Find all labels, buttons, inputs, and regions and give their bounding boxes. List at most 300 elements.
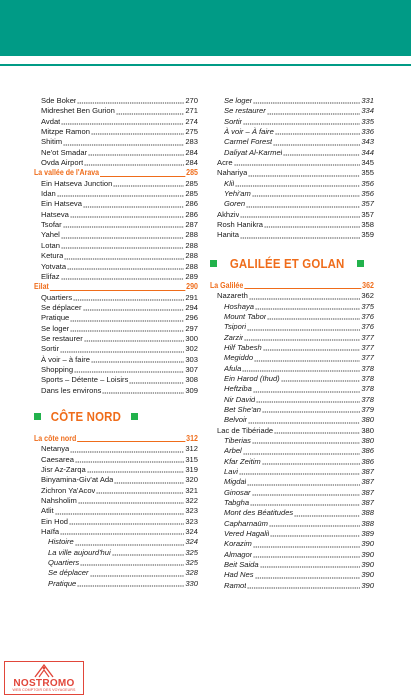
dot-leader	[83, 309, 185, 311]
dot-leader	[91, 361, 184, 363]
dot-leader	[275, 133, 361, 135]
dot-leader	[244, 339, 360, 341]
toc-entry-page: 386	[361, 456, 374, 466]
toc-entry-page: 387	[361, 498, 374, 508]
dot-leader	[253, 102, 360, 104]
toc-entry-name: Hilf Tabesh	[224, 342, 262, 352]
toc-entry	[34, 189, 198, 199]
toc-entry-page: 330	[185, 578, 198, 588]
toc-entry-page: 377	[361, 342, 374, 352]
toc-entry-page: 300	[185, 333, 198, 343]
stamp-name: NOSTROMO	[13, 678, 75, 689]
toc-entry	[34, 293, 198, 303]
toc-entry	[210, 415, 374, 425]
toc-subsection	[34, 434, 198, 444]
toc-entry-page: 291	[185, 292, 198, 302]
toc-entry-page: 288	[185, 261, 198, 271]
toc-entry-name: Hatseva	[41, 209, 69, 219]
toc-entry-page: 379	[361, 404, 374, 414]
toc-column-left	[34, 96, 198, 589]
toc-entry	[210, 581, 374, 591]
dot-leader	[252, 442, 360, 444]
toc-entry-name: Se restaurer	[41, 333, 83, 343]
dot-leader	[50, 290, 186, 291]
toc-entry-name: Avdat	[41, 116, 61, 126]
toc-entry	[210, 498, 374, 508]
dot-leader	[267, 113, 361, 115]
toc-entry-page: 320	[185, 475, 198, 485]
dot-leader	[77, 441, 185, 442]
toc-entry	[210, 312, 374, 322]
toc-entry	[34, 375, 198, 385]
toc-entry-page: 288	[185, 251, 198, 261]
toc-entry-name: Se loger	[224, 96, 253, 105]
toc-entry	[34, 127, 198, 137]
header-band	[0, 0, 411, 56]
toc-entry	[34, 324, 198, 334]
toc-entry	[34, 106, 198, 116]
toc-entry-page: 335	[361, 116, 374, 126]
toc-entry	[210, 477, 374, 487]
dot-leader	[74, 371, 184, 373]
green-square-icon	[34, 413, 41, 420]
dot-leader	[112, 554, 185, 556]
toc-entry	[34, 568, 198, 578]
dot-leader	[252, 494, 361, 496]
toc-entry	[210, 148, 374, 158]
toc-entry	[210, 322, 374, 332]
toc-entry	[34, 475, 198, 485]
toc-entry-name: Tsipori	[224, 322, 247, 332]
toc-entry	[210, 560, 374, 570]
toc-entry-name: Shopping	[41, 364, 74, 374]
toc-entry	[34, 199, 198, 209]
dot-leader	[255, 577, 361, 579]
toc-entry-name: Belvoir	[224, 415, 248, 425]
toc-entry-page: 294	[185, 302, 198, 312]
toc-entry-page: 308	[185, 375, 198, 385]
toc-entry-name: Nazareth	[217, 291, 248, 301]
toc-entry-page: 336	[361, 127, 374, 137]
toc-entry	[34, 355, 198, 365]
toc-entry	[34, 517, 198, 527]
toc-entry-name: Klil	[224, 178, 235, 188]
toc-entry-page: 325	[185, 547, 198, 557]
toc-entry-name: Megiddo	[224, 353, 254, 363]
dot-leader	[64, 258, 184, 260]
toc-entry-name: Pratique	[41, 313, 70, 323]
dot-leader	[273, 144, 360, 146]
toc-entry-name: Tsofar	[41, 220, 62, 230]
dot-leader	[248, 422, 360, 424]
toc-entry-name: Quartiers	[48, 558, 80, 568]
toc-entry-name: Netanya	[41, 444, 70, 454]
toc-entry-page: 322	[185, 496, 198, 506]
toc-entry-name: Tabgha	[224, 498, 250, 508]
toc-entry-name: Hoshaya	[224, 301, 254, 311]
toc-entry	[210, 374, 374, 384]
dot-leader	[114, 482, 184, 484]
toc-entry-name: La Galilée	[210, 280, 244, 290]
stamp-tagline: WEB COMPTOIR DES VOYAGEURS	[12, 688, 76, 692]
toc-entry-page: 380	[361, 425, 374, 435]
dot-leader	[96, 492, 184, 494]
dot-leader	[60, 351, 184, 353]
toc-entry-name: Ein Hatseva Junction	[41, 178, 113, 188]
dot-leader	[61, 237, 184, 239]
toc-entry	[34, 179, 198, 189]
toc-entry-name: Yahel	[41, 230, 60, 240]
toc-entry-page: 288	[185, 230, 198, 240]
dot-leader	[239, 473, 360, 475]
toc-entry-name: Arbel	[224, 446, 242, 456]
toc-entry-page: 315	[185, 454, 198, 464]
dot-leader	[267, 318, 360, 320]
toc-entry-name: La ville aujourd'hui	[48, 547, 111, 557]
toc-entry-page: 321	[185, 485, 198, 495]
dot-leader	[75, 544, 185, 546]
dot-leader	[260, 566, 361, 568]
toc-entry-page: 390	[361, 580, 374, 590]
dot-leader	[262, 411, 360, 413]
toc-entry-page: 388	[361, 518, 374, 528]
toc-entry	[34, 210, 198, 220]
toc-entry-page: 387	[361, 487, 374, 497]
toc-entry	[34, 548, 198, 558]
toc-entry	[210, 550, 374, 560]
toc-entry-name: À voir – À faire	[224, 127, 274, 137]
toc-entry-page: 386	[361, 446, 374, 456]
toc-entry-page: 284	[185, 147, 198, 157]
toc-entry-page: 319	[185, 465, 198, 474]
toc-subsection	[210, 281, 374, 291]
toc-entry-page: 345	[361, 158, 374, 168]
toc-entry-name: Nir David	[224, 394, 256, 404]
toc-entry-name: Yotvata	[41, 261, 67, 271]
toc-entry-name: Akhziv	[217, 209, 240, 219]
toc-entry-page: 376	[361, 322, 374, 332]
nostromo-logo-icon	[33, 663, 55, 679]
toc-entry	[210, 230, 374, 240]
toc-entry-page: 312	[186, 433, 198, 443]
toc-entry-page: 390	[361, 560, 374, 570]
dot-leader	[61, 123, 184, 125]
toc-entry	[210, 199, 374, 209]
toc-entry-page: 309	[185, 385, 198, 395]
dot-leader	[88, 154, 184, 156]
dot-leader	[116, 113, 184, 115]
toc-entry-page: 390	[361, 549, 374, 559]
toc-entry-name: Ein Hatseva	[41, 199, 82, 209]
dot-leader	[113, 185, 184, 187]
toc-entry-page: 344	[361, 147, 374, 157]
toc-entry	[210, 446, 374, 456]
toc-entry-name: Se loger	[41, 323, 70, 333]
toc-entry-page: 286	[185, 209, 198, 219]
toc-entry-name: Ovda Airport	[41, 158, 84, 168]
toc-entry-name: La côte nord	[34, 433, 77, 443]
toc-entry	[210, 137, 374, 147]
toc-entry-page: 275	[185, 127, 198, 137]
toc-entry	[210, 343, 374, 353]
dot-leader	[63, 226, 185, 228]
toc-entry-name: Midreshet Ben Gurion	[41, 106, 115, 116]
toc-entry	[210, 96, 374, 106]
toc-entry-name: Pratique	[48, 578, 77, 588]
dot-leader	[55, 513, 185, 515]
toc-entry-name: Daliyat Al-Karmel	[224, 147, 283, 157]
toc-entry-name: À voir – à faire	[41, 354, 90, 364]
toc-entry	[34, 537, 198, 547]
toc-entry-name: Mitzpe Ramon	[41, 127, 90, 137]
dot-leader	[270, 535, 360, 537]
dot-leader	[253, 556, 360, 558]
toc-entry-name: Jisr Az-Zarqa	[41, 465, 86, 474]
toc-entry-page: 380	[361, 435, 374, 445]
toc-entry	[210, 353, 374, 363]
toc-entry	[34, 220, 198, 230]
dot-leader	[250, 504, 360, 506]
toc-entry-page: 356	[361, 189, 374, 199]
toc-entry-name: Ketura	[41, 251, 64, 261]
section-title: GALILÉE ET GOLAN	[229, 256, 345, 272]
toc-entry-name: Zarzir	[224, 332, 244, 342]
toc-entry	[34, 386, 198, 396]
dot-leader	[252, 195, 361, 197]
toc-entry-page: 358	[361, 220, 374, 230]
toc-entry-name: Dans les environs	[41, 385, 102, 395]
toc-entry	[34, 455, 198, 465]
toc-entry-name: Idan	[41, 189, 56, 199]
toc-entry	[34, 303, 198, 313]
green-square-icon	[357, 260, 364, 267]
toc-entry-name: Eilat	[34, 282, 49, 292]
toc-entry-page: 362	[361, 291, 374, 301]
toc-entry	[34, 579, 198, 589]
toc-entry-page: 362	[362, 280, 374, 290]
dot-leader	[102, 392, 184, 394]
toc-entry	[34, 365, 198, 375]
toc-entry-name: Ein Hod	[41, 516, 69, 526]
toc-entry-page: 290	[186, 282, 198, 292]
dot-leader	[70, 451, 184, 453]
toc-entry-name: Had Nes	[224, 570, 254, 580]
toc-entry-name: Ne'ot Smadar	[41, 147, 88, 157]
toc-entry-page: 325	[185, 558, 198, 568]
toc-entry-page: 324	[185, 537, 198, 547]
toc-entry-page: 284	[185, 158, 198, 168]
dot-leader	[70, 330, 184, 332]
toc-entry-name: Ginosar	[224, 487, 251, 497]
toc-entry-name: Elifaz	[41, 271, 60, 281]
toc-entry	[210, 291, 374, 301]
section-heading-galilee-golan	[210, 249, 374, 279]
toc-entry	[34, 148, 198, 158]
toc-entry-name: Nahsholim	[41, 496, 77, 506]
toc-entry-name: Zichron Ya'Acov	[41, 485, 96, 495]
toc-entry	[34, 96, 198, 106]
dot-leader	[91, 133, 184, 135]
toc-entry-page: 312	[185, 444, 198, 454]
toc-entry	[210, 405, 374, 415]
dot-leader	[77, 585, 184, 587]
toc-entry-name: Binyamina-Giv'at Ada	[41, 475, 114, 485]
toc-entry-name: Sortir	[224, 116, 243, 126]
toc-list-cote-nord	[34, 434, 198, 589]
toc-entry	[210, 189, 374, 199]
toc-entry	[34, 527, 198, 537]
toc-entry	[34, 444, 198, 454]
toc-entry-name: Vered Hagalil	[224, 529, 270, 539]
dot-leader	[80, 564, 184, 566]
dot-leader	[264, 226, 360, 228]
toc-entry-name: Caesarea	[41, 454, 74, 464]
toc-subsection	[34, 282, 198, 292]
toc-entry-page: 283	[185, 137, 198, 147]
dot-leader	[243, 123, 360, 125]
dot-leader	[240, 216, 360, 218]
toc-entry-name: La vallée de l'Arava	[34, 168, 100, 178]
toc-entry-page: 296	[185, 313, 198, 323]
toc-entry-page: 378	[361, 394, 374, 404]
dot-leader	[283, 154, 360, 156]
section-heading-cote-nord	[34, 402, 198, 432]
dot-leader	[256, 401, 360, 403]
toc-entry-page: 378	[361, 373, 374, 383]
toc-entry-name: Lac de Tibériade	[217, 425, 274, 435]
toc-entry-name: Kfar Zeitim	[224, 456, 261, 466]
dot-leader	[274, 432, 360, 434]
toc-entry	[34, 137, 198, 147]
toc-entry	[210, 117, 374, 127]
toc-entry	[34, 117, 198, 127]
toc-entry-name: Haïfa	[41, 527, 60, 537]
toc-entry	[210, 210, 374, 220]
dot-leader	[90, 575, 185, 577]
toc-entry-name: Almagor	[224, 549, 253, 559]
toc-entry-page: 390	[361, 570, 374, 580]
toc-entry-name: Bet She'an	[224, 404, 261, 414]
toc-entry-page: 377	[361, 353, 374, 363]
toc-entry	[210, 426, 374, 436]
section-title: CÔTE NORD	[50, 409, 122, 425]
toc-entry	[210, 436, 374, 446]
dot-leader	[247, 329, 360, 331]
toc-entry-name: Sortir	[41, 344, 60, 354]
toc-entry	[34, 496, 198, 506]
dot-leader	[253, 546, 360, 548]
dot-leader	[240, 237, 360, 239]
toc-entry	[210, 457, 374, 467]
dot-leader	[235, 185, 360, 187]
dot-leader	[246, 206, 360, 208]
toc-entry-page: 388	[361, 508, 374, 518]
toc-entry-page: 285	[185, 189, 198, 199]
toc-entry-page: 323	[185, 516, 198, 526]
toc-entry-page: 357	[361, 199, 374, 209]
toc-entry	[210, 384, 374, 394]
dot-leader	[70, 320, 184, 322]
toc-entry	[34, 230, 198, 240]
toc-entry-page: 378	[361, 384, 374, 394]
toc-entry-name: Korazim	[224, 539, 252, 549]
toc-entry-page: 285	[185, 178, 198, 188]
toc-entry	[210, 395, 374, 405]
toc-entry-page: 324	[185, 527, 198, 537]
toc-entry-page: 389	[361, 529, 374, 539]
dot-leader	[78, 502, 184, 504]
toc-entry	[34, 506, 198, 516]
dot-leader	[75, 461, 184, 463]
toc-entry-name: Mount Tabor	[224, 311, 267, 321]
toc-entry	[34, 251, 198, 261]
toc-entry-name: Beit Saida	[224, 560, 259, 570]
toc-entry	[34, 262, 198, 272]
toc-entry-page: 380	[361, 415, 374, 425]
dot-leader	[247, 587, 360, 589]
toc-entry-name: Ein Harod (Ihud)	[224, 373, 280, 383]
toc-entry-name: Afula	[224, 363, 242, 373]
dot-leader	[84, 164, 184, 166]
toc-entry	[210, 179, 374, 189]
toc-entry	[210, 333, 374, 343]
toc-list-left	[34, 96, 198, 396]
toc-entry-name: Atlit	[41, 506, 54, 516]
dot-leader	[69, 523, 184, 525]
dot-leader	[83, 206, 184, 208]
dot-leader	[249, 298, 361, 300]
dot-leader	[61, 278, 185, 280]
toc-entry-name: Carmel Forest	[224, 137, 273, 147]
toc-entry-page: 297	[185, 323, 198, 333]
toc-entry-name: Mont des Béatitudes	[224, 508, 294, 518]
toc-entry	[210, 220, 374, 230]
toc-entry	[210, 539, 374, 549]
dot-leader	[244, 288, 361, 289]
toc-entry-page: 274	[185, 116, 198, 126]
dot-leader	[73, 299, 184, 301]
toc-entry-page: 328	[185, 568, 198, 578]
toc-entry	[210, 302, 374, 312]
dot-leader	[269, 525, 360, 527]
dot-leader	[100, 176, 185, 177]
toc-entry-page: 357	[361, 209, 374, 219]
toc-entry	[210, 570, 374, 580]
toc-entry-page: 288	[185, 240, 198, 250]
toc-entry-page: 378	[361, 363, 374, 373]
toc-entry-page: 323	[185, 506, 198, 516]
toc-entry	[34, 272, 198, 282]
dot-leader	[254, 360, 360, 362]
toc-entry-page: 356	[361, 178, 374, 188]
toc-entry-page: 390	[361, 539, 374, 549]
dot-leader	[87, 471, 185, 473]
toc-entry	[210, 488, 374, 498]
toc-entry-name: Nahariya	[217, 168, 248, 178]
toc-entry-name: Tiberias	[224, 435, 251, 445]
dot-leader	[243, 453, 361, 455]
toc-entry-name: Yehi'am	[224, 189, 251, 199]
header-rule	[0, 64, 411, 66]
toc-entry	[210, 106, 374, 116]
toc-entry-name: Sde Boker	[41, 96, 77, 105]
toc-entry-page: 331	[361, 96, 374, 105]
dot-leader	[281, 380, 361, 382]
toc-entry-page: 289	[185, 271, 198, 281]
toc-entry	[34, 241, 198, 251]
dot-leader	[263, 349, 361, 351]
toc-entry-page: 387	[361, 477, 374, 487]
